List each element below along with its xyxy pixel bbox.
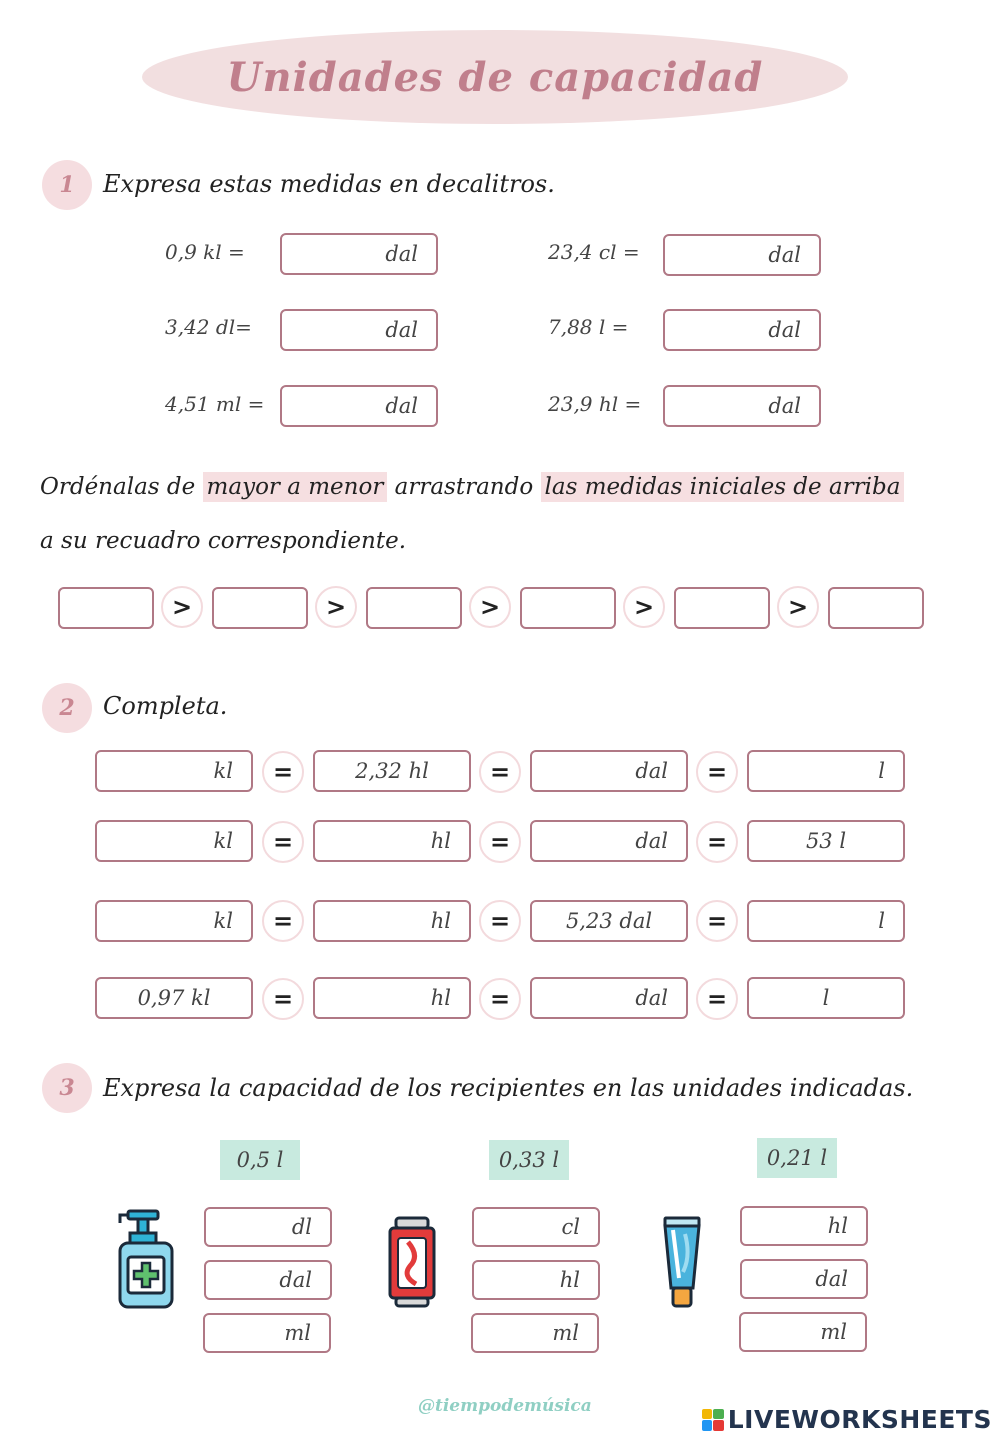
order-drop-box[interactable] [58, 587, 154, 629]
capacity-answer-box[interactable] [472, 1260, 600, 1300]
instruction-text: arrastrando [394, 474, 534, 500]
equals-symbol: = [262, 900, 304, 942]
unit-label: hl [827, 1214, 848, 1238]
toothpaste-tube-icon [661, 1216, 703, 1312]
equals-symbol: = [479, 978, 521, 1020]
greater-than-symbol: > [469, 586, 511, 628]
title-banner [142, 30, 848, 124]
section-2-heading: Completa. [103, 692, 228, 720]
capacity-tag: 0,33 l [489, 1140, 569, 1180]
unit-label: ml [552, 1321, 579, 1345]
unit-label: ml [284, 1321, 311, 1345]
conversion-box[interactable] [313, 900, 471, 942]
conversion-box[interactable] [530, 820, 688, 862]
measure-label: 0,9 kl = [165, 240, 245, 264]
capacity-answer-box[interactable] [204, 1260, 332, 1300]
section-3-heading: Expresa la capacidad de los recipientes en las unidades indicadas. [103, 1074, 914, 1102]
soap-dispenser-icon [114, 1207, 178, 1315]
unit-label: l [878, 909, 885, 933]
capacity-tag: 0,21 l [757, 1138, 837, 1178]
conversion-box[interactable] [530, 977, 688, 1019]
conversion-box[interactable] [747, 900, 905, 942]
instruction-highlight: mayor a menor [203, 472, 388, 502]
soda-can-icon [386, 1216, 438, 1312]
liveworksheets-brand[interactable] [702, 1405, 992, 1434]
equals-symbol: = [696, 978, 738, 1020]
measure-label: 23,9 hl = [548, 392, 642, 416]
given-value: 5,23 dal [565, 909, 653, 933]
conversion-box [530, 900, 688, 942]
order-instruction-line2: a su recuadro correspondiente. [40, 528, 407, 554]
equals-symbol: = [696, 821, 738, 863]
section-1-heading: Expresa estas medidas en decalitros. [103, 170, 555, 198]
unit-label: dal [385, 318, 418, 342]
given-value: 0,97 kl [137, 986, 211, 1010]
capacity-answer-box[interactable] [740, 1206, 868, 1246]
order-drop-box[interactable] [212, 587, 308, 629]
conversion-box[interactable] [95, 820, 253, 862]
unit-label: dal [385, 394, 418, 418]
section-2-number: 2 [42, 683, 92, 733]
capacity-answer-box[interactable] [471, 1313, 599, 1353]
unit-label: hl [430, 909, 451, 933]
greater-than-symbol: > [161, 586, 203, 628]
conversion-box[interactable] [313, 820, 471, 862]
unit-label: dal [768, 318, 801, 342]
conversion-box [313, 750, 471, 792]
unit-label: ml [820, 1320, 847, 1344]
instruction-highlight: las medidas iniciales de arriba [541, 472, 905, 502]
equals-symbol: = [262, 978, 304, 1020]
section-1-number: 1 [42, 160, 92, 210]
greater-than-symbol: > [623, 586, 665, 628]
equals-symbol: = [696, 751, 738, 793]
measure-label: 3,42 dl= [165, 315, 252, 339]
order-instruction [40, 474, 904, 500]
answer-box[interactable] [663, 309, 821, 351]
capacity-answer-box[interactable] [739, 1312, 867, 1352]
unit-label: dal [768, 243, 801, 267]
equals-symbol: = [479, 821, 521, 863]
answer-box[interactable] [280, 309, 438, 351]
capacity-answer-box[interactable] [740, 1259, 868, 1299]
equals-symbol: = [262, 821, 304, 863]
capacity-answer-box[interactable] [203, 1313, 331, 1353]
answer-box[interactable] [663, 234, 821, 276]
unit-label: hl [430, 829, 451, 853]
unit-label: kl [213, 909, 233, 933]
capacity-tag: 0,5 l [220, 1140, 300, 1180]
given-value: 2,32 hl [355, 759, 429, 783]
unit-label: dal [635, 986, 668, 1010]
conversion-box[interactable] [747, 977, 905, 1019]
page-title: Unidades de capacidad [226, 53, 764, 101]
conversion-box[interactable] [530, 750, 688, 792]
liveworksheets-logo-icon [702, 1409, 724, 1431]
brand-name: LIVEWORKSHEETS [727, 1405, 992, 1434]
measure-label: 4,51 ml = [165, 392, 265, 416]
unit-label: cl [561, 1215, 580, 1239]
measure-label: 23,4 cl = [548, 240, 640, 264]
unit-label: dal [385, 242, 418, 266]
unit-label: dal [815, 1267, 848, 1291]
conversion-box[interactable] [95, 750, 253, 792]
order-drop-box[interactable] [674, 587, 770, 629]
greater-than-symbol: > [315, 586, 357, 628]
unit-label: kl [213, 829, 233, 853]
answer-box[interactable] [280, 385, 438, 427]
unit-label: l [822, 986, 830, 1010]
answer-box[interactable] [280, 233, 438, 275]
equals-symbol: = [479, 900, 521, 942]
unit-label: l [878, 759, 885, 783]
section-3-number: 3 [42, 1063, 92, 1113]
unit-label: dal [768, 394, 801, 418]
conversion-box[interactable] [313, 977, 471, 1019]
greater-than-symbol: > [777, 586, 819, 628]
equals-symbol: = [479, 751, 521, 793]
capacity-answer-box[interactable] [204, 1207, 332, 1247]
unit-label: dl [291, 1215, 312, 1239]
conversion-box[interactable] [747, 750, 905, 792]
measure-label: 7,88 l = [548, 315, 629, 339]
unit-label: hl [559, 1268, 580, 1292]
unit-label: hl [430, 986, 451, 1010]
equals-symbol: = [696, 900, 738, 942]
unit-label: kl [213, 759, 233, 783]
unit-label: dal [635, 759, 668, 783]
unit-label: dal [279, 1268, 312, 1292]
order-drop-box[interactable] [828, 587, 924, 629]
author-handle: @tiempodemúsica [418, 1396, 592, 1416]
equals-symbol: = [262, 751, 304, 793]
order-drop-box[interactable] [366, 587, 462, 629]
conversion-box [747, 820, 905, 862]
order-drop-box[interactable] [520, 587, 616, 629]
instruction-text: Ordénalas de [40, 474, 196, 500]
capacity-answer-box[interactable] [472, 1207, 600, 1247]
conversion-box [95, 977, 253, 1019]
given-value: 53 l [805, 829, 847, 853]
conversion-box[interactable] [95, 900, 253, 942]
answer-box[interactable] [663, 385, 821, 427]
unit-label: dal [635, 829, 668, 853]
